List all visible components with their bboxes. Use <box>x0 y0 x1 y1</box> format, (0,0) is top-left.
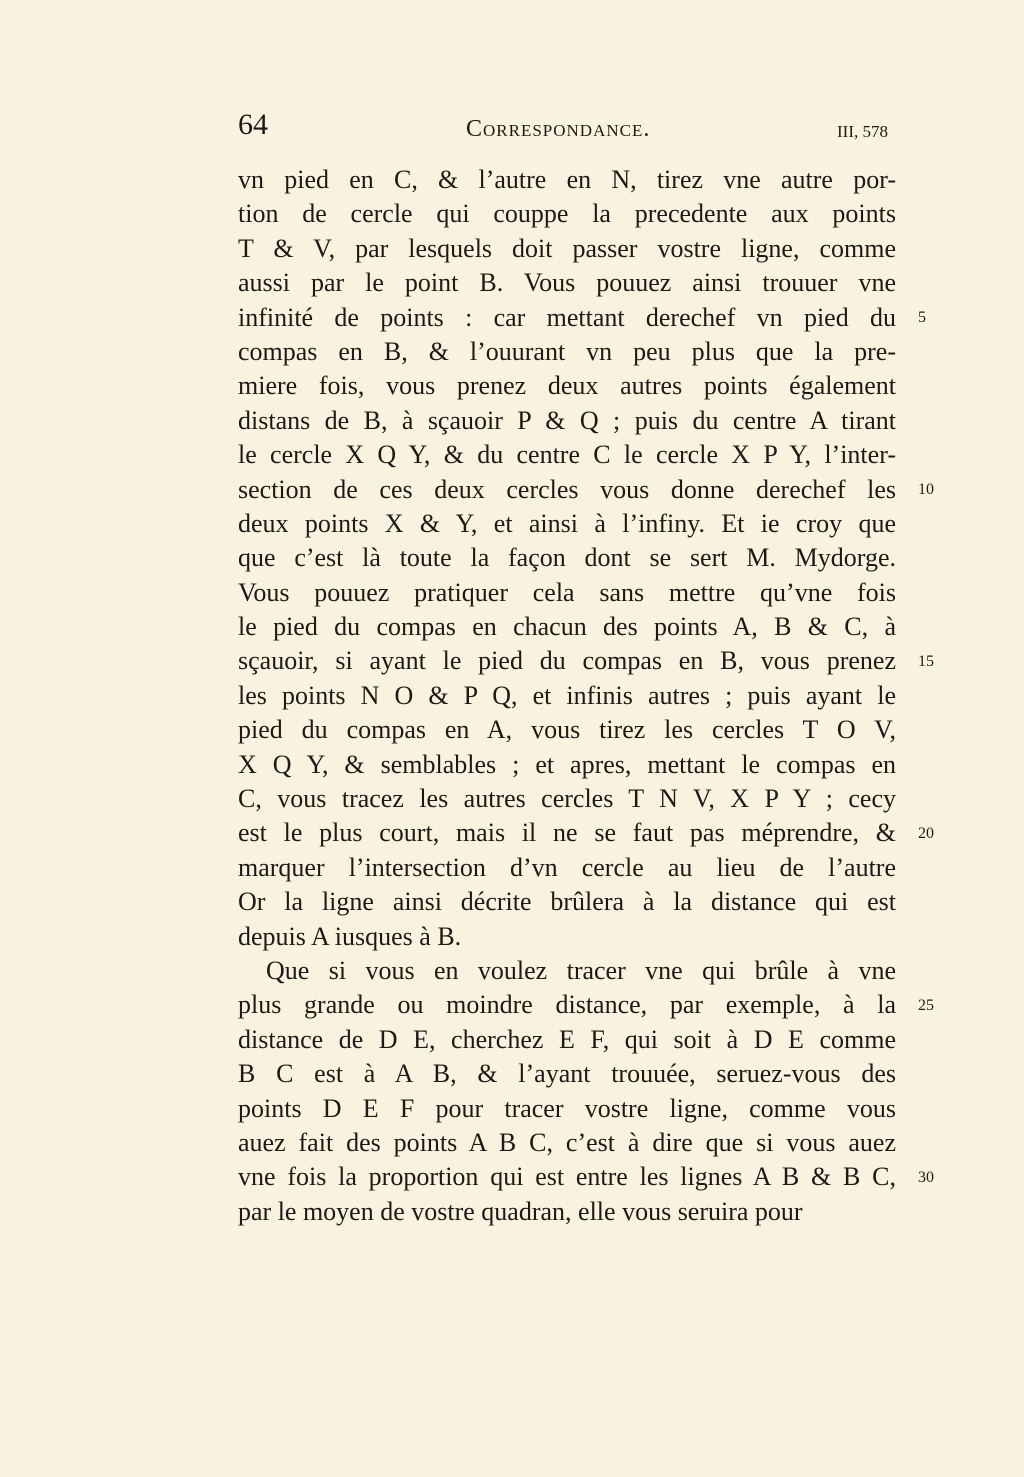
text-line: plus grande ou moindre distance, par exemple, à la <box>238 990 896 1020</box>
text-line: tion de cercle qui couppe la precedente aux points <box>238 199 896 229</box>
running-head: Correspondance. <box>466 116 651 142</box>
text-line: T & V, par lesquels doit passer vostre ligne, comme <box>238 233 896 263</box>
text-line: le cercle X Q Y, & du centre C le cercle X P Y, l’inter- <box>238 440 896 470</box>
text-line: infinité de points : car mettant derechef vn pied du <box>238 302 896 332</box>
text-line: B C est à A B, & l’ayant trouuée, seruez-vous des <box>238 1059 896 1089</box>
text-line: section de ces deux cercles vous donne derechef les <box>238 474 896 504</box>
text-line: X Q Y, & semblables ; et apres, mettant le compas en <box>238 749 896 779</box>
text-line: aussi par le point B. Vous pouuez ainsi trouuer vne <box>238 268 896 298</box>
text-line: distans de B, à sçauoir P & Q ; puis du centre A tirant <box>238 405 896 435</box>
text-line: auez fait des points A B C, c’est à dire que si vous auez <box>238 1127 896 1157</box>
page-number: 64 <box>238 108 268 141</box>
text-line: vne fois la proportion qui est entre les lignes A B & B C, <box>238 1162 896 1192</box>
page-header <box>238 108 896 158</box>
text-line: Or la ligne ainsi décrite brûlera à la distance qui est <box>238 887 896 917</box>
text-line: depuis A iusques à B. <box>238 921 462 951</box>
text-line: par le moyen de vostre quadran, elle vous seruira pour <box>238 1196 803 1226</box>
text-line: marquer l’intersection d’vn cercle au lieu de l’autre <box>238 852 896 882</box>
text-line: le pied du compas en chacun des points A, B & C, à <box>238 612 896 642</box>
margin-line-number: 20 <box>918 824 934 842</box>
margin-line-number: 15 <box>918 652 934 670</box>
text-line: que c’est là toute la façon dont se sert M. Mydorge. <box>238 543 896 573</box>
text-line: C, vous tracez les autres cercles T N V, X P Y ; cecy <box>238 784 896 814</box>
text-line: deux points X & Y, et ainsi à l’infiny. Et ie croy que <box>238 508 896 538</box>
margin-line-number: 25 <box>918 996 934 1014</box>
edition-reference: III, 578 <box>837 122 888 141</box>
text-line: est le plus court, mais il ne se faut pas méprendre, & <box>238 818 896 848</box>
text-line: Vous pouuez pratiquer cela sans mettre qu’vne fois <box>238 577 896 607</box>
text-line: points D E F pour tracer vostre ligne, comme vous <box>238 1093 896 1123</box>
text-line: sçauoir, si ayant le pied du compas en B, vous prenez <box>238 646 896 676</box>
text-line: miere fois, vous prenez deux autres points également <box>238 371 896 401</box>
text-line: pied du compas en A, vous tirez les cercles T O V, <box>238 715 896 745</box>
text-line: distance de D E, cherchez E F, qui soit à D E comme <box>238 1024 896 1054</box>
margin-line-number: 30 <box>918 1168 934 1186</box>
body-text <box>238 163 896 1229</box>
margin-line-number: 10 <box>918 480 934 498</box>
text-line: les points N O & P Q, et infinis autres ; puis ayant le <box>238 680 896 710</box>
margin-line-number: 5 <box>918 308 926 326</box>
text-line: Que si vous en voulez tracer vne qui brûle à vne <box>266 955 896 985</box>
text-line: vn pied en C, & l’autre en N, tirez vne autre por- <box>238 165 896 194</box>
text-line: compas en B, & l’ouurant vn peu plus que la pre- <box>238 336 896 366</box>
